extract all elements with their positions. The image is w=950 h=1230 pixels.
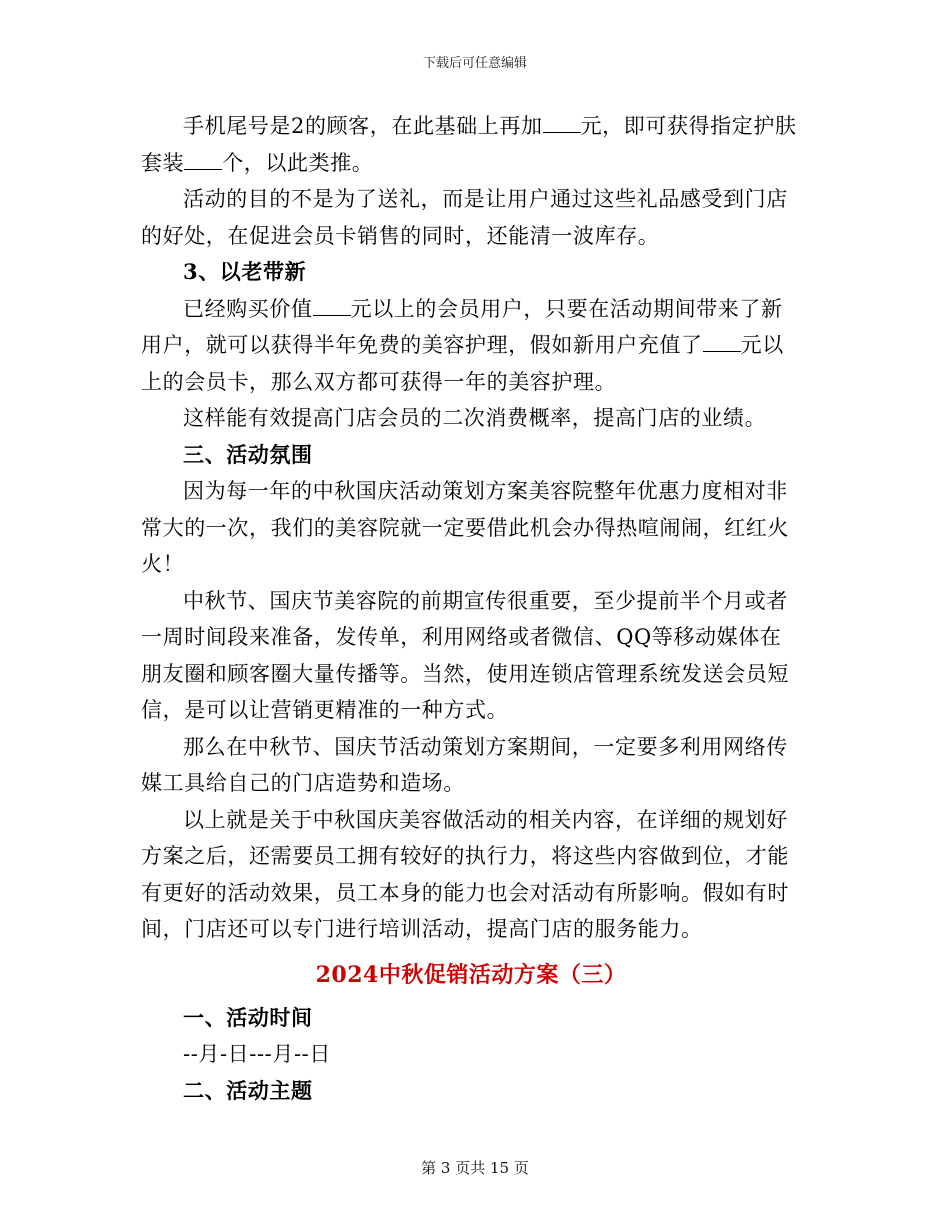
text-segment: 元以上的会员卡，那么双方都可获得一年的美容护理。 bbox=[141, 333, 784, 394]
paragraph-referral bbox=[141, 291, 801, 401]
paragraph-promotion: 中秋节、国庆节美容院的前期宣传很重要，至少提前半个月或者一周时间段来准备，发传单，利用网络或者微信、QQ等移动媒体在朋友圈和顾客圈大量传播等。当然，使用连锁店管理系统发送会员短信，是可以让营销更精准的一种方式。 bbox=[141, 588, 789, 722]
section-heading-time: 一、活动时间 bbox=[183, 1004, 313, 1030]
text-segment: 个，以此类推。 bbox=[222, 150, 374, 175]
fill-blank bbox=[184, 150, 222, 170]
page-header: 下载后可任意编辑 bbox=[422, 56, 527, 71]
fill-blank bbox=[313, 296, 351, 316]
paragraph-purpose: 活动的目的不是为了送礼，而是让用户通过这些礼品感受到门店的好处，在促进会员卡销售的同时，还能清一波库存。 bbox=[141, 187, 788, 248]
text-segment: 元，即可获得指定护肤套装 bbox=[141, 114, 797, 175]
paragraph-phone-tail bbox=[141, 108, 801, 181]
document-title: 2024中秋促销活动方案（三） bbox=[315, 961, 627, 988]
activity-date: --月-日---月--日 bbox=[183, 1042, 331, 1066]
document-body bbox=[141, 108, 801, 1109]
page-footer: 第 3 页共 15 页 bbox=[421, 1159, 529, 1177]
text-segment: 已经购买价值 bbox=[183, 296, 313, 321]
paragraph-effect: 这样能有效提高门店会员的二次消费概率，提高门店的业绩。 bbox=[183, 406, 767, 430]
paragraph-media: 那么在中秋节、国庆节活动策划方案期间，一定要多利用网络传媒工具给自己的门店造势和造场。 bbox=[141, 734, 788, 795]
subheading-old-brings-new: 3、以老带新 bbox=[183, 259, 307, 284]
text-segment: 手机尾号是2的顾客，在此基础上再加 bbox=[183, 114, 543, 138]
text-segment: 元以上的会员用户，只要在活动期间带来了新用户，就可以获得半年免费的美容护理，假如新用户充值了 bbox=[141, 296, 783, 357]
fill-blank bbox=[703, 332, 741, 352]
paragraph-atmosphere: 因为每一年的中秋国庆活动策划方案美容院整年优惠力度相对非常大的一次，我们的美容院就一定要借此机会办得热喧闹闹，红红火火！ bbox=[141, 479, 789, 576]
paragraph-summary: 以上就是关于中秋国庆美容做活动的相关内容，在详细的规划好方案之后，还需要员工拥有较好的执行力，将这些内容做到位，才能有更好的活动效果，员工本身的能力也会对活动有所影响。假如有时间，门店还可以专门进行培训活动，提高门店的服务能力。 bbox=[141, 807, 789, 941]
section-heading-atmosphere: 三、活动氛围 bbox=[183, 441, 313, 467]
fill-blank bbox=[543, 113, 581, 133]
section-heading-theme: 二、活动主题 bbox=[183, 1077, 313, 1103]
